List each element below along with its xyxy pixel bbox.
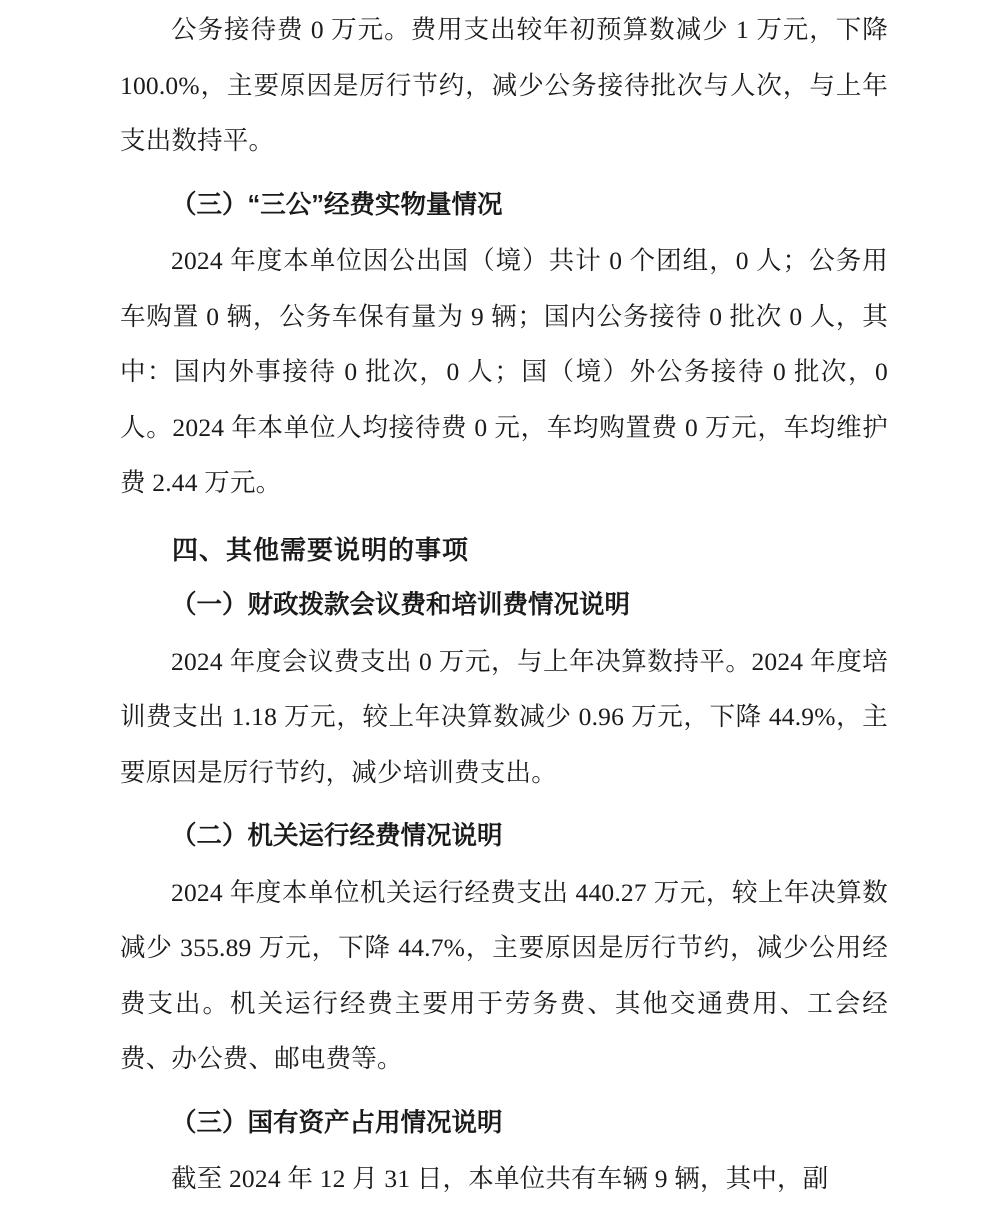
paragraph-agency-operating-details: 2024 年度本单位机关运行经费支出 440.27 万元，较上年决算数减少 355.89 万元，下降 44.7%，主要原因是厉行节约，减少公用经费支出。机关运行经费主要用于劳务费、其他交通费用、工会经费、办公费、邮电费等。 — [120, 877, 888, 1073]
paragraph-official-reception-expense: 公务接待费 0 万元。费用支出较年初预算数减少 1 万元，下降 100.0%，主要原因是厉行节约，减少公务接待批次与人次，与上年支出数持平。 — [120, 15, 888, 155]
gap-2 — [120, 511, 888, 523]
subheading-agency-operating-expense: （二）机关运行经费情况说明 — [171, 822, 503, 850]
subheading-three-public-physical-quantity: （三）“三公”经费实物量情况 — [171, 190, 503, 219]
gap-4 — [120, 1087, 888, 1096]
paragraph-state-assets-details: 截至 2024 年 12 月 31 日，本单位共有车辆 9 辆，其中，副 — [171, 1164, 829, 1193]
heading-other-matters: 四、其他需要说明的事项 — [172, 534, 470, 565]
subheading-state-assets-occupation: （三）国有资产占用情况说明 — [171, 1108, 503, 1137]
paragraph-meeting-training-details: 2024 年度会议费支出 0 万元，与上年决算数持平。2024 年度培训费支出 1.18 万元，较上年决算数减少 0.96 万元，下降 44.9%，主要原因是厉行节约，减少培训费支出。 — [120, 646, 888, 787]
subheading-meeting-training-expense: （一）财政拨款会议费和培训费情况说明 — [171, 591, 631, 619]
gap-1 — [120, 169, 888, 178]
gap-3 — [120, 800, 888, 809]
paragraph-three-public-details: 2024 年度本单位因公出国（境）共计 0 个团组，0 人；公务用车购置 0 辆，公务车保有量为 9 辆；国内公务接待 0 批次 0 人，其中：国内外事接待 0 批次，0 人；国（境）外公务接待 0 批次，0 人。2024 年本单位人均接待费 0 元，车均购置费 0 万元，车均维护费 2.44 万元。 — [120, 246, 888, 497]
